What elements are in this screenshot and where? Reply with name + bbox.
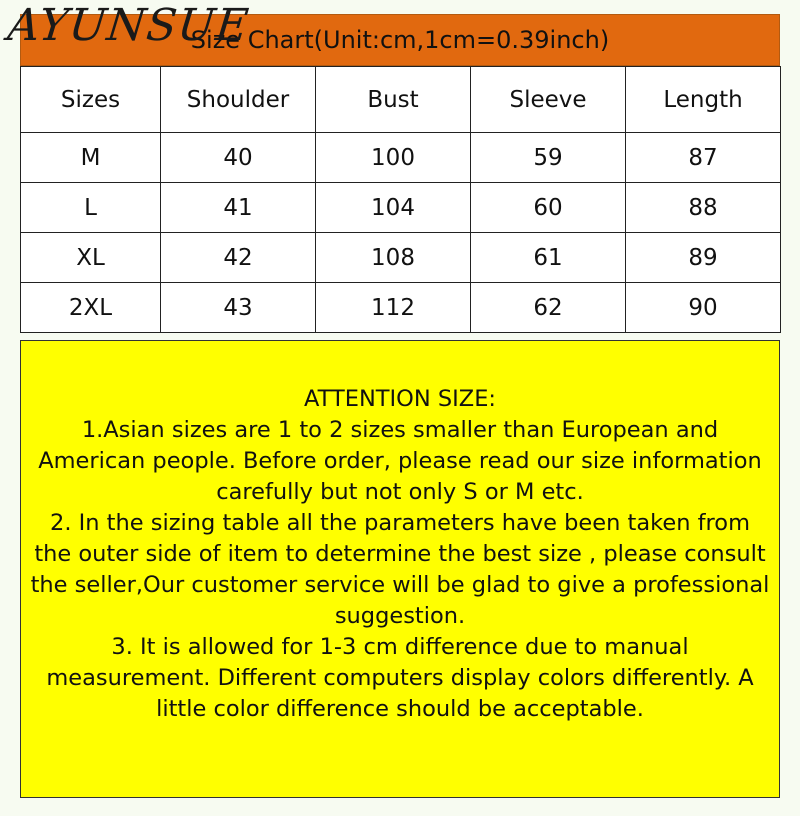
cell-length: 88 <box>626 183 781 233</box>
header-sleeve: Sleeve <box>471 67 626 133</box>
cell-bust: 108 <box>316 233 471 283</box>
header-length: Length <box>626 67 781 133</box>
table-row <box>21 183 781 233</box>
attention-heading: ATTENTION SIZE: <box>304 385 496 412</box>
cell-sleeve: 61 <box>471 233 626 283</box>
cell-shoulder: 42 <box>161 233 316 283</box>
cell-size: XL <box>21 233 161 283</box>
cell-bust: 104 <box>316 183 471 233</box>
cell-bust: 100 <box>316 133 471 183</box>
size-chart-title: Size Chart(Unit:cm,1cm=0.39inch) <box>20 14 780 66</box>
cell-bust: 112 <box>316 283 471 333</box>
brand-logo: AYUNSUE <box>5 0 252 51</box>
attention-text <box>21 384 779 725</box>
cell-shoulder: 40 <box>161 133 316 183</box>
attention-notice <box>20 340 780 798</box>
size-table <box>20 66 781 333</box>
table-row <box>21 133 781 183</box>
cell-length: 90 <box>626 283 781 333</box>
cell-sleeve: 59 <box>471 133 626 183</box>
header-bust: Bust <box>316 67 471 133</box>
attention-note-1: 1.Asian sizes are 1 to 2 sizes smaller than European and American people. Before order, please read our size information carefully but not only S or M etc. <box>38 416 762 505</box>
cell-sleeve: 62 <box>471 283 626 333</box>
attention-note-3: 3. It is allowed for 1-3 cm difference due to manual measurement. Different computers display colors differently. A little color difference should be acceptable. <box>46 633 754 722</box>
header-shoulder: Shoulder <box>161 67 316 133</box>
cell-length: 89 <box>626 233 781 283</box>
cell-sleeve: 60 <box>471 183 626 233</box>
header-sizes: Sizes <box>21 67 161 133</box>
table-row <box>21 283 781 333</box>
cell-shoulder: 43 <box>161 283 316 333</box>
attention-note-2: 2. In the sizing table all the parameters have been taken from the outer side of item to determine the best size , please consult the seller,Our customer service will be glad to give a professional suggestion. <box>30 509 770 629</box>
table-row <box>21 233 781 283</box>
cell-size: M <box>21 133 161 183</box>
cell-size: 2XL <box>21 283 161 333</box>
cell-size: L <box>21 183 161 233</box>
cell-shoulder: 41 <box>161 183 316 233</box>
cell-length: 87 <box>626 133 781 183</box>
table-header-row <box>21 67 781 133</box>
